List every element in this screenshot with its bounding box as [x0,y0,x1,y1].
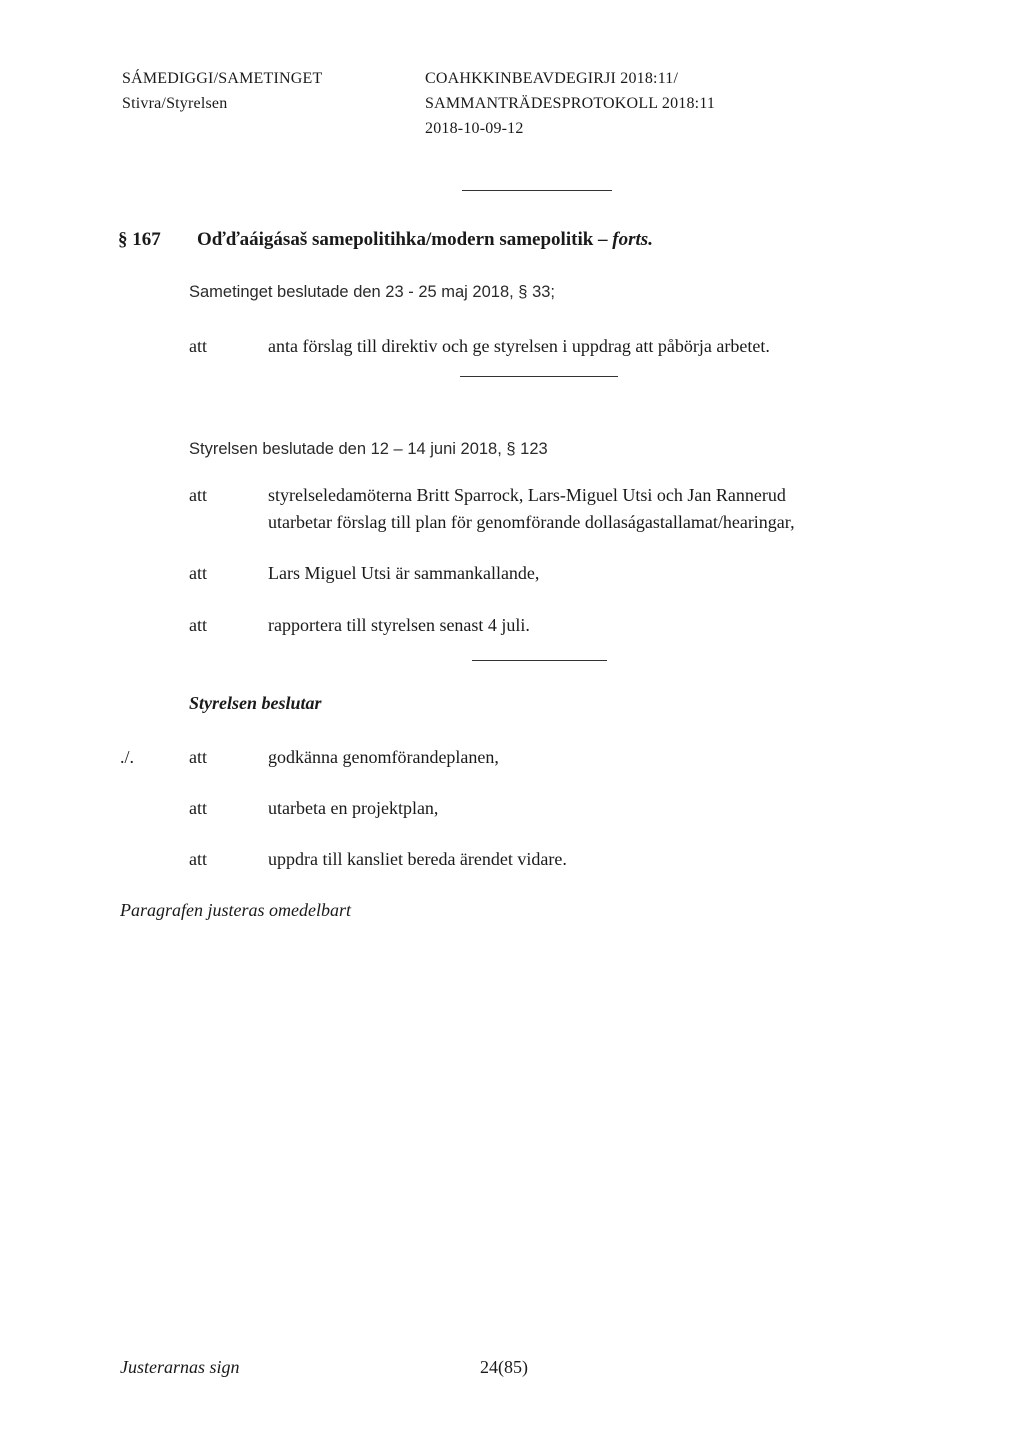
protocol-title: COAHKKINBEAVDEGIRJI 2018:11/ [425,70,679,87]
org-unit: Stivra/Styrelsen [122,95,228,112]
divider [460,376,618,377]
decision-item: rapportera till styrelsen senast 4 juli. [268,615,530,635]
att-marker: att [189,798,207,818]
sametinget-intro: Sametinget beslutade den 23 - 25 maj 2018, § 33; [189,283,556,301]
decision-item-line1: styrelseledamöterna Britt Sparrock, Lars-Miguel Utsi och Jan Rannerud [268,485,786,505]
att-marker: att [189,336,207,356]
org-name: SÁMEDIGGI/SAMETINGET [122,70,323,87]
decision-item: godkänna genomförandeplanen, [268,747,499,767]
protocol-date: 2018-10-09-12 [425,120,524,137]
att-marker: att [189,747,207,767]
decision-item: anta förslag till direktiv och ge styrelsen i uppdrag att påbörja arbetet. [268,336,770,356]
section-title-suffix: forts. [612,229,653,250]
decision-item: Lars Miguel Utsi är sammankallande, [268,563,540,583]
decision-item-line2: utarbetar förslag till plan för genomförande dollaságastallamat/hearingar, [268,512,795,532]
styrelsen-intro: Styrelsen beslutade den 12 – 14 juni 2018, § 123 [189,440,548,458]
justering-note: Paragrafen justeras omedelbart [120,900,351,920]
att-marker: att [189,615,207,635]
signature-label: Justerarnas sign [120,1357,240,1377]
section-number: § 167 [118,229,161,250]
decision-item: utarbeta en projektplan, [268,798,439,818]
att-marker: att [189,849,207,869]
page-number: 24(85) [480,1357,528,1377]
decision-heading: Styrelsen beslutar [189,693,322,713]
attachment-mark: ./. [120,747,135,767]
protocol-subtitle: SAMMANTRÄDESPROTOKOLL 2018:11 [425,95,716,112]
section-title-text: Oďďaáigásaš samepolitihka/modern samepolitik – [197,229,613,250]
decision-item: uppdra till kansliet bereda ärendet vidare. [268,849,567,869]
att-marker: att [189,485,207,505]
divider [462,190,612,191]
divider [472,660,607,661]
att-marker: att [189,563,207,583]
section-title [197,229,653,251]
